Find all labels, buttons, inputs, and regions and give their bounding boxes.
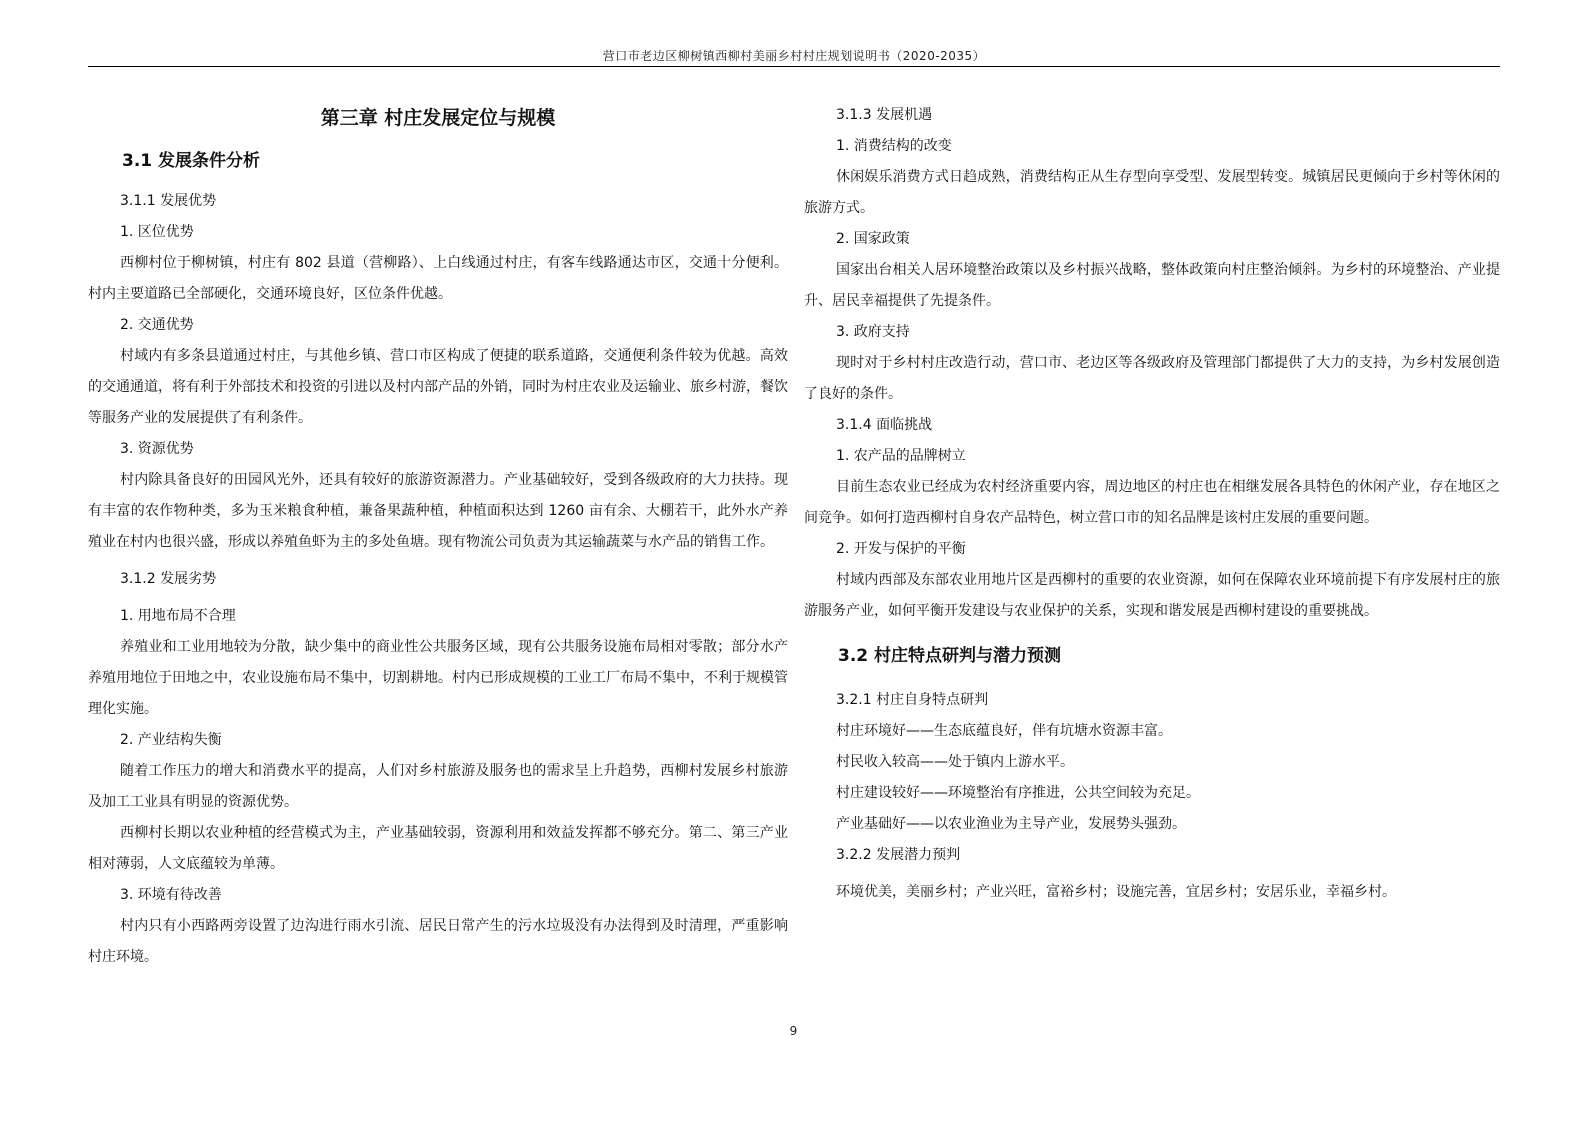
page-number: 9 — [789, 1024, 798, 1038]
advantage-1-text: 西柳村位于柳树镇，村庄有 802 县道（营柳路）、上白线通过村庄，有客车线路通达市区，交通十分便利。村内主要道路已全部硬化，交通环境良好，区位条件优越。 — [88, 255, 788, 302]
disadvantage-3-text: 村内只有小西路两旁设置了边沟进行雨水引流、居民日常产生的污水垃圾没有办法得到及时清理，严重影响村庄环境。 — [88, 918, 788, 965]
advantage-1-title: 1. 区位优势 — [120, 224, 194, 240]
subsection-3-2-1-title: 3.2.1 村庄自身特点研判 — [836, 692, 989, 708]
opportunity-3-text: 现时对于乡村村庄改造行动，营口市、老边区等各级政府及管理部门都提供了大力的支持，为乡村发展创造了良好的条件。 — [804, 355, 1500, 402]
disadvantage-2-text-2: 西柳村长期以农业种植的经营模式为主，产业基础较弱，资源利用和效益发挥都不够充分。第二、第三产业相对薄弱，人文底蕴较为单薄。 — [88, 825, 788, 872]
subsection-3-1-1-title: 3.1.1 发展优势 — [120, 193, 217, 209]
subsection-3-1-4-title: 3.1.4 面临挑战 — [836, 417, 933, 433]
challenge-2-title: 2. 开发与保护的平衡 — [836, 541, 966, 557]
header-divider — [88, 66, 1500, 67]
feature-item: 村庄建设较好——环境整治有序推进，公共空间较为充足。 — [836, 785, 1200, 801]
opportunity-3-title: 3. 政府支持 — [836, 324, 910, 340]
running-header: 营口市老边区柳树镇西柳村美丽乡村村庄规划说明书（2020-2035） — [602, 49, 986, 63]
disadvantage-1-title: 1. 用地布局不合理 — [120, 608, 236, 624]
left-column — [88, 100, 788, 973]
disadvantage-2-text-1: 随着工作压力的增大和消费水平的提高，人们对乡村旅游及服务也的需求呈上升趋势，西柳村发展乡村旅游及加工工业具有明显的资源优势。 — [88, 763, 788, 810]
challenge-2-text: 村域内西部及东部农业用地片区是西柳村的重要的农业资源，如何在保障农业环境前提下有序发展村庄的旅游服务产业，如何平衡开发建设与农业保护的关系，实现和谐发展是西柳村建设的重要挑战。 — [804, 572, 1500, 619]
disadvantage-2-title: 2. 产业结构失衡 — [120, 732, 222, 748]
advantage-3-title: 3. 资源优势 — [120, 441, 194, 457]
challenge-1-title: 1. 农产品的品牌树立 — [836, 448, 966, 464]
feature-item: 产业基础好——以农业渔业为主导产业，发展势头强劲。 — [836, 816, 1186, 832]
subsection-3-1-3-title: 3.1.3 发展机遇 — [836, 107, 933, 123]
right-column — [804, 100, 1500, 908]
advantage-2-text: 村域内有多条县道通过村庄，与其他乡镇、营口市区构成了便捷的联系道路，交通便利条件较为优越。高效的交通通道，将有利于外部技术和投资的引进以及村内部产品的外销，同时为村庄农业及运输业、旅乡村游，餐饮等服务产业的发展提供了有利条件。 — [88, 348, 788, 426]
feature-item: 村庄环境好——生态底蕴良好，伴有坑塘水资源丰富。 — [836, 723, 1172, 739]
potential-text: 环境优美，美丽乡村；产业兴旺，富裕乡村；设施完善，宜居乡村；安居乐业，幸福乡村。 — [836, 884, 1396, 900]
subsection-3-1-2-title: 3.1.2 发展劣势 — [120, 571, 217, 587]
chapter-title: 第三章 村庄发展定位与规模 — [320, 107, 556, 129]
opportunity-1-title: 1. 消费结构的改变 — [836, 138, 952, 154]
disadvantage-3-title: 3. 环境有待改善 — [120, 887, 222, 903]
advantage-3-text: 村内除具备良好的田园风光外，还具有较好的旅游资源潜力。产业基础较好，受到各级政府的大力扶持。现有丰富的农作物种类，多为玉米粮食种植，兼备果蔬种植，种植面积达到 1260 亩有余、大棚若干，此外水产养殖业在村内也很兴盛，形成以养殖鱼虾为主的多处鱼塘。现有物流公司负责为其运输蔬菜与水产品的销售工作。 — [88, 472, 788, 550]
opportunity-2-title: 2. 国家政策 — [836, 231, 910, 247]
subsection-3-2-2-title: 3.2.2 发展潜力预判 — [836, 847, 961, 863]
section-3-1-title: 3.1 发展条件分析 — [122, 151, 261, 171]
opportunity-1-text: 休闲娱乐消费方式日趋成熟，消费结构正从生存型向享受型、发展型转变。城镇居民更倾向于乡村等休闲的旅游方式。 — [804, 169, 1500, 216]
challenge-1-text: 目前生态农业已经成为农村经济重要内容，周边地区的村庄也在相继发展各具特色的休闲产业，存在地区之间竞争。如何打造西柳村自身农产品特色，树立营口市的知名品牌是该村庄发展的重要问题。 — [804, 479, 1500, 526]
disadvantage-1-text: 养殖业和工业用地较为分散，缺少集中的商业性公共服务区域，现有公共服务设施布局相对零散；部分水产养殖用地位于田地之中，农业设施布局不集中，切割耕地。村内已形成规模的工业工厂布局不集中，不利于规模管理化实施。 — [88, 639, 788, 717]
feature-item: 村民收入较高——处于镇内上游水平。 — [836, 754, 1074, 770]
opportunity-2-text: 国家出台相关人居环境整治政策以及乡村振兴战略，整体政策向村庄整治倾斜。为乡村的环境整治、产业提升、居民幸福提供了先提条件。 — [804, 262, 1500, 309]
advantage-2-title: 2. 交通优势 — [120, 317, 194, 333]
section-3-2-title: 3.2 村庄特点研判与潜力预测 — [838, 646, 1062, 666]
